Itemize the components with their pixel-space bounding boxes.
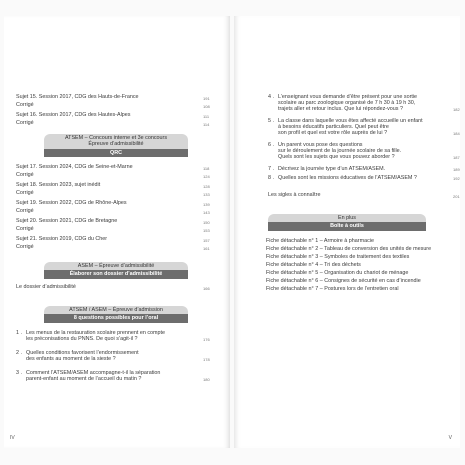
page-ref: 108 (203, 104, 210, 109)
section-header-bar: 8 questions possibles pour l’oral (44, 314, 188, 322)
toc-entry[interactable]: Sujet 20. Session 2021, CDG de Bretagne 150 (16, 218, 210, 225)
section-header-bar: Élaborer son dossier d’admissibilité (44, 270, 188, 278)
question-item[interactable]: 5 . La classe dans laquelle vous êtes affecté accueille un enfant à besoins éducatifs particuliers. Quel peut être son profil et quel est votre rôle auprès de lui ? 184 (268, 118, 460, 137)
page-ref: 143 (203, 210, 210, 215)
page-ref: 189 (453, 167, 460, 172)
toc-entry[interactable]: Le dossier d’admissibilité 166 (16, 284, 210, 291)
toc-entry[interactable]: Corrigé 114 (16, 120, 210, 127)
question-item[interactable]: 1 . Les menus de la restauration scolaire prennent en compte les préconisations du PNNS. De quoi s’agit-il ? 176 (16, 330, 210, 343)
page-ref: 139 (203, 202, 210, 207)
section-header-dossier (44, 262, 188, 279)
page-ref: 192 (453, 176, 460, 181)
question-item[interactable]: 3 . Comment l’ATSEM/ASEM accompagne-t-il la séparation parent-enfant au moment de l’accueil du matin ? 180 (16, 370, 210, 383)
section-header-toolbox (268, 214, 426, 231)
section-header-top: ASEM – Épreuve d’admissibilité (44, 262, 188, 270)
toc-entry[interactable]: Les sigles à connaître 201 (268, 192, 460, 199)
toc-entry[interactable]: Sujet 16. Session 2017, CDG des Hautes-Alpes 111 (16, 112, 210, 119)
page-ref: 201 (453, 194, 460, 199)
page-ref: 180 (203, 377, 210, 382)
toc-entry[interactable]: Corrigé 161 (16, 244, 210, 251)
toc-entry[interactable]: Corrigé 108 (16, 102, 210, 109)
toc-entry[interactable]: Sujet 18. Session 2023, sujet inédit 128 (16, 182, 210, 189)
left-page (4, 16, 230, 448)
page-ref: 187 (453, 155, 460, 160)
section-header-oral (44, 306, 188, 323)
page-ref: 178 (203, 357, 210, 362)
toc-entry[interactable]: Sujet 19. Session 2022, CDG de Rhône-Alpes 139 (16, 200, 210, 207)
fiche-item[interactable]: Fiche détachable n° 1 – Armoire à pharmacie (266, 238, 374, 244)
page-ref: 176 (203, 337, 210, 342)
section-header-top: ATSEM / ASEM – Épreuve d’admission (44, 306, 188, 314)
fiche-item[interactable]: Fiche détachable n° 4 – Tri des déchets (266, 262, 361, 268)
page-ref: 157 (203, 238, 210, 243)
toc-entry[interactable]: Sujet 15. Session 2017, CDG des Hauts-de-France 191 (16, 94, 210, 101)
page-number: V (448, 435, 452, 441)
toc-entry[interactable]: Sujet 17. Session 2024, CDG de Seine-et-Marne 118 (16, 164, 210, 171)
fiche-item[interactable]: Fiche détachable n° 6 – Consignes de sécurité en cas d’incendie (266, 278, 421, 284)
toc-entry[interactable]: Corrigé 133 (16, 190, 210, 197)
page-ref: 118 (203, 166, 210, 171)
question-item[interactable]: 6 . Un parent vous pose des questions sur le déroulement de la journée scolaire de sa fille. Quels sont les sujets que vous pouvez aborder ? 187 (268, 142, 460, 161)
fiche-item[interactable]: Fiche détachable n° 7 – Postures lors de l’entretien oral (266, 286, 399, 292)
toc-entry[interactable]: Corrigé 143 (16, 208, 210, 215)
page-ref: 124 (203, 174, 210, 179)
page-ref: 153 (203, 228, 210, 233)
fiche-item[interactable]: Fiche détachable n° 2 – Tableau de conversion des unités de mesure (266, 246, 432, 252)
question-item[interactable]: 7 . Décrivez la journée type d’un ATSEM/ASEM. 189 (268, 166, 460, 172)
page-ref: 128 (203, 184, 210, 189)
page-ref: 191 (203, 96, 210, 101)
toc-entry[interactable]: Corrigé 124 (16, 172, 210, 179)
question-item[interactable]: 2 . Quelles conditions favorisent l’endormissement des enfants au moment de la sieste ? 178 (16, 350, 210, 363)
section-header-bar: QRC (44, 149, 188, 157)
fiche-item[interactable]: Fiche détachable n° 3 – Symboles de traitement des textiles (266, 254, 410, 260)
page-ref: 133 (203, 192, 210, 197)
page-ref: 166 (203, 286, 210, 291)
question-item[interactable]: 4 . L’enseignant vous demande d’être présent pour une sortie scolaire au parc zoologique organisé de 7 h 30 à 19 h 30, trajets aller et retour inclus. Que lui répondez-vous ? 182 (268, 94, 460, 113)
toc-entry[interactable]: Sujet 21. Session 2019, CDG du Cher 157 (16, 236, 210, 243)
section-header-top: ATSEM – Concours interne et 3e concours Épreuve d’admissibilité (44, 134, 188, 149)
section-header-qrc (44, 134, 188, 157)
toc-entry[interactable]: Corrigé 153 (16, 226, 210, 233)
section-header-top: En plus (268, 214, 426, 222)
page-ref: 184 (453, 131, 460, 136)
section-header-bar: Boîte à outils (268, 222, 426, 230)
page-ref: 150 (203, 220, 210, 225)
right-page (234, 16, 460, 448)
page-ref: 182 (453, 107, 460, 112)
page-number: IV (10, 435, 15, 441)
page-ref: 111 (203, 114, 210, 119)
page-ref: 114 (203, 122, 210, 127)
page-ref: 161 (203, 246, 210, 251)
question-item[interactable]: 8 . Quelles sont les missions éducatives de l’ATSEM/ASEM ? 192 (268, 175, 460, 181)
fiche-item[interactable]: Fiche détachable n° 5 – Organisation du chariot de ménage (266, 270, 409, 276)
